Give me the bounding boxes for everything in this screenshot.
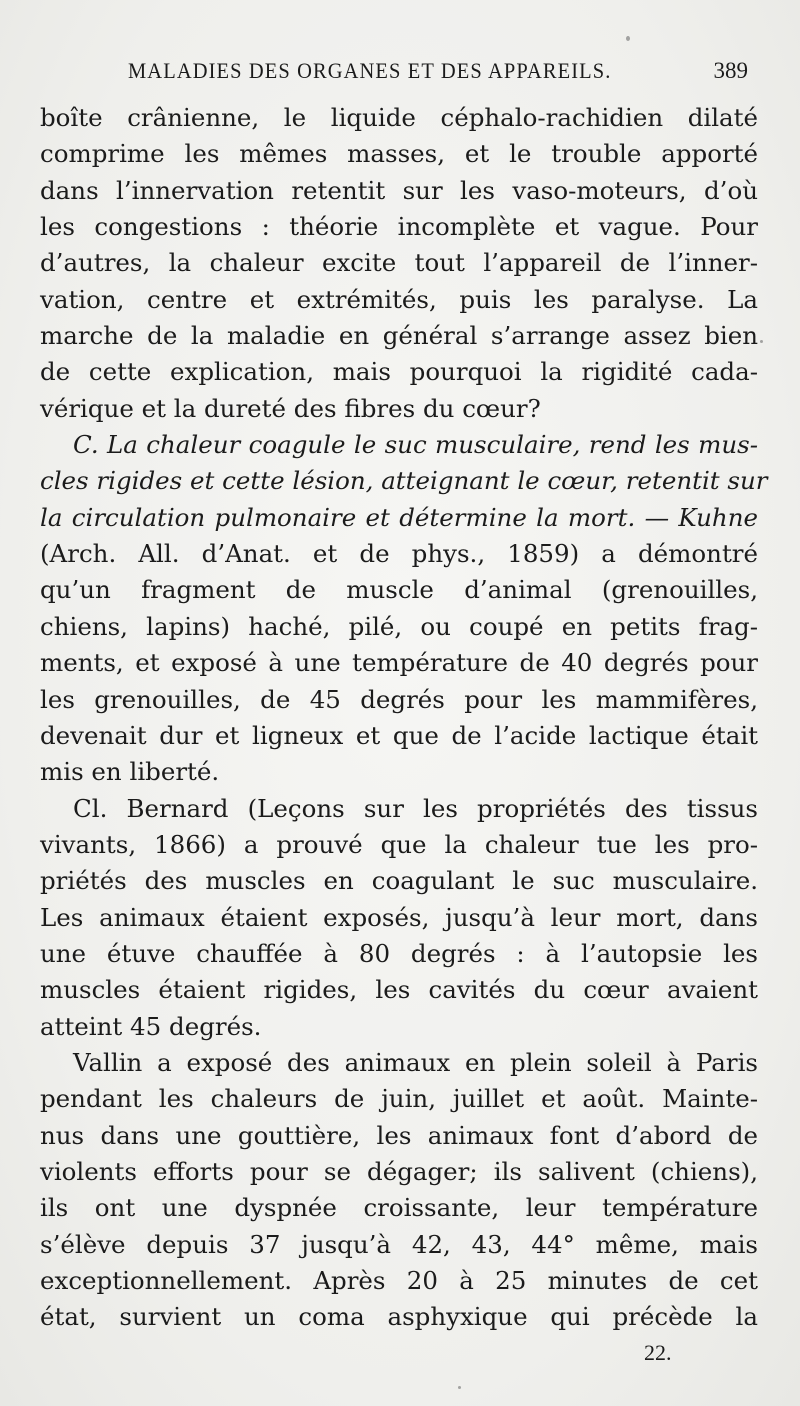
signature-mark: 22. [644, 1340, 672, 1365]
text-line: marche de la maladie en général s’arrange assez bien [40, 321, 758, 351]
text-line: violents efforts pour se dégager; ils salivent (chiens), [40, 1156, 758, 1186]
text-line: ils ont une dyspnée croissante, leur température [40, 1193, 758, 1223]
running-title: MALADIES DES ORGANES ET DES APPAREILS. [128, 58, 612, 83]
text-line: mis en liberté. [40, 757, 220, 787]
paper-speck [458, 1386, 461, 1389]
text-line: pendant les chaleurs de juin, juillet et août. Mainte- [40, 1084, 758, 1114]
page-number: 389 [713, 58, 748, 83]
text-line: qu’un fragment de muscle d’animal (grenouilles, [40, 575, 758, 605]
text-line: boîte crânienne, le liquide céphalo-rachidien dilaté [40, 103, 758, 132]
text-line: de cette explication, mais pourquoi la rigidité cada- [40, 357, 758, 387]
text-line: vivants, 1866) a prouvé que la chaleur tue les pro- [40, 829, 758, 859]
text-line: d’autres, la chaleur excite tout l’appareil de l’inner- [40, 248, 758, 278]
paper-speck [626, 36, 630, 41]
text-line: dans l’innervation retentit sur les vaso-moteurs, d’où [40, 175, 758, 205]
text-line: état, survient un coma asphyxique qui précède la [40, 1302, 758, 1332]
text-line: priétés des muscles en coagulant le suc musculaire. [40, 866, 758, 896]
text-line: atteint 45 degrés. [40, 1011, 262, 1041]
text-line: (Arch. All. d’Anat. et de phys., 1859) a démontré [40, 539, 758, 569]
text-line: nus dans une gouttière, les animaux font d’abord de [40, 1120, 758, 1150]
text-line: Les animaux étaient exposés, jusqu’à leur mort, dans [40, 902, 758, 932]
text-line: C. La chaleur coagule le suc musculaire, rend les mus- [73, 430, 758, 460]
paper-speck [760, 340, 763, 343]
text-line: la circulation pulmonaire et détermine la mort. — Kuhne [40, 502, 758, 532]
running-head [128, 58, 758, 98]
text-line: exceptionnellement. Après 20 à 25 minutes de cet [40, 1266, 758, 1295]
text-line: les grenouilles, de 45 degrés pour les mammifères, [40, 684, 758, 714]
text-line: s’élève depuis 37 jusqu’à 42, 43, 44° même, mais [40, 1229, 758, 1259]
text-line: muscles étaient rigides, les cavités du cœur avaient [40, 975, 758, 1005]
text-line: vation, centre et extrémités, puis les paralyse. La [40, 284, 758, 314]
text-line: Vallin a exposé des animaux en plein soleil à Paris [73, 1047, 758, 1077]
text-line: ments, et exposé à une température de 40 degrés pour [40, 648, 758, 678]
text-line: cles rigides et cette lésion, atteignant le cœur, retentit sur [40, 466, 768, 496]
text-line: comprime les mêmes masses, et le trouble apporté [40, 139, 758, 169]
text-line: les congestions : théorie incomplète et vague. Pour [40, 212, 758, 242]
text-line: une étuve chauffée à 80 degrés : à l’autopsie les [40, 938, 758, 968]
text-line: devenait dur et ligneux et que de l’acide lactique était [40, 720, 758, 750]
text-line: Cl. Bernard (Leçons sur les propriétés des tissus [73, 793, 758, 823]
text-line: chiens, lapins) haché, pilé, ou coupé en petits frag- [40, 611, 758, 641]
body-text [40, 100, 768, 1336]
text-line: vérique et la dureté des fibres du cœur? [40, 393, 541, 423]
